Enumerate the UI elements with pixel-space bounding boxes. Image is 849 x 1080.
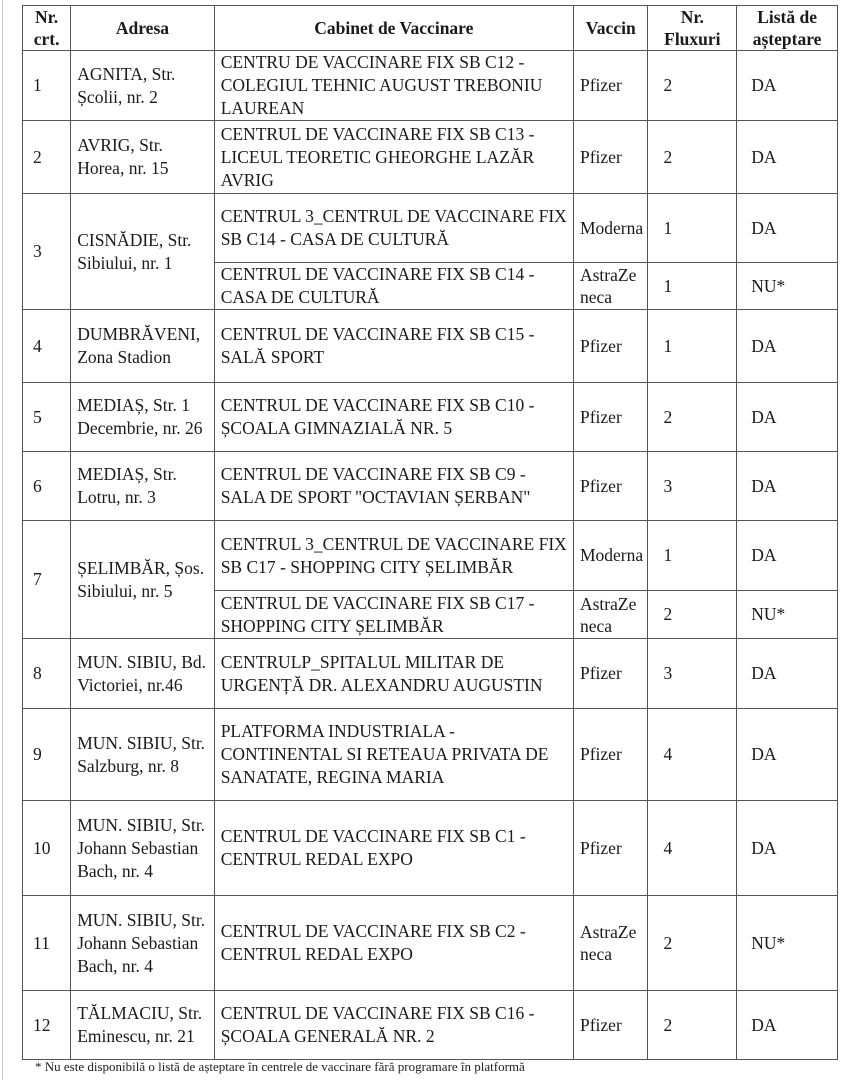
cell-vaccin: Pfizer: [573, 121, 647, 194]
cell-cabinet: CENTRUL DE VACCINARE FIX SB C14 - CASA DE CULTURĂ: [214, 263, 573, 310]
table-row: [23, 452, 838, 521]
cell-fluxuri: 1: [648, 310, 737, 383]
header-adresa: Adresa: [71, 6, 215, 51]
cell-fluxuri: 3: [648, 639, 737, 709]
cell-adresa: MUN. SIBIU, Str. Johann Sebastian Bach, nr. 4: [71, 896, 215, 991]
cell-adresa: CISNĂDIE, Str. Sibiului, nr. 1: [71, 194, 215, 310]
cell-cabinet: CENTRUL DE VACCINARE FIX SB C15 - SALĂ SPORT: [214, 310, 573, 383]
cell-fluxuri: 2: [648, 591, 737, 639]
table-body: [23, 51, 838, 1060]
cell-lista: DA: [737, 452, 838, 521]
cell-nr: 9: [23, 709, 71, 801]
cell-vaccin: Pfizer: [573, 51, 647, 121]
table-row: [23, 801, 838, 896]
cell-vaccin: Pfizer: [573, 452, 647, 521]
cell-adresa: MUN. SIBIU, Bd. Victoriei, nr.46: [71, 639, 215, 709]
cell-nr: 2: [23, 121, 71, 194]
table-row: [23, 310, 838, 383]
cell-cabinet: CENTRUL DE VACCINARE FIX SB C13 - LICEUL TEORETIC GHEORGHE LAZĂR AVRIG: [214, 121, 573, 194]
cell-vaccin: AstraZeneca: [573, 263, 647, 310]
cell-vaccin: Pfizer: [573, 310, 647, 383]
cell-adresa: DUMBRĂVENI, Zona Stadion: [71, 310, 215, 383]
cell-lista: DA: [737, 801, 838, 896]
cell-vaccin: Pfizer: [573, 709, 647, 801]
cell-cabinet: CENTRUL DE VACCINARE FIX SB C2 - CENTRUL REDAL EXPO: [214, 896, 573, 991]
cell-nr: 12: [23, 991, 71, 1060]
cell-adresa: AVRIG, Str. Horea, nr. 15: [71, 121, 215, 194]
cell-fluxuri: 1: [648, 263, 737, 310]
cell-vaccin: Pfizer: [573, 991, 647, 1060]
header-nr: Nr. crt.: [23, 6, 71, 51]
header-vaccin: Vaccin: [573, 6, 647, 51]
cell-vaccin: Pfizer: [573, 639, 647, 709]
cell-fluxuri: 3: [648, 452, 737, 521]
cell-fluxuri: 2: [648, 121, 737, 194]
cell-cabinet: PLATFORMA INDUSTRIALA - CONTINENTAL SI RETEAUA PRIVATA DE SANATATE, REGINA MARIA: [214, 709, 573, 801]
cell-vaccin: AstraZeneca: [573, 591, 647, 639]
cell-nr: 5: [23, 383, 71, 452]
cell-adresa: TĂLMACIU, Str. Eminescu, nr. 21: [71, 991, 215, 1060]
cell-cabinet: CENTRUL 3_CENTRUL DE VACCINARE FIX SB C17 - SHOPPING CITY ȘELIMBĂR: [214, 521, 573, 591]
cell-nr: 7: [23, 521, 71, 639]
footnote: * Nu este disponibilă o listă de așteptare în centrele de vaccinare fără programare în platformă: [35, 1059, 525, 1074]
table-row: [23, 709, 838, 801]
table-row: [23, 383, 838, 452]
cell-adresa: MUN. SIBIU, Str. Johann Sebastian Bach, nr. 4: [71, 801, 215, 896]
table-row: [23, 991, 838, 1060]
cell-lista: NU*: [737, 896, 838, 991]
cell-nr: 11: [23, 896, 71, 991]
cell-vaccin: Pfizer: [573, 383, 647, 452]
cell-cabinet: CENTRUL DE VACCINARE FIX SB C10 - ȘCOALA GIMNAZIALĂ NR. 5: [214, 383, 573, 452]
cell-vaccin: AstraZeneca: [573, 896, 647, 991]
cell-adresa: MEDIAȘ, Str. 1 Decembrie, nr. 26: [71, 383, 215, 452]
cell-cabinet: CENTRU DE VACCINARE FIX SB C12 - COLEGIUL TEHNIC AUGUST TREBONIU LAUREAN: [214, 51, 573, 121]
cell-fluxuri: 2: [648, 991, 737, 1060]
cell-lista: DA: [737, 310, 838, 383]
cell-fluxuri: 2: [648, 51, 737, 121]
cell-cabinet: CENTRUL DE VACCINARE FIX SB C9 - SALA DE SPORT "OCTAVIAN ȘERBAN": [214, 452, 573, 521]
cell-lista: DA: [737, 383, 838, 452]
table-row: [23, 121, 838, 194]
cell-lista: DA: [737, 709, 838, 801]
cell-nr: 4: [23, 310, 71, 383]
cell-cabinet: CENTRUL DE VACCINARE FIX SB C17 - SHOPPING CITY ȘELIMBĂR: [214, 591, 573, 639]
cell-cabinet: CENTRUL DE VACCINARE FIX SB C16 - ȘCOALA GENERALĂ NR. 2: [214, 991, 573, 1060]
cell-vaccin: Moderna: [573, 194, 647, 263]
cell-nr: 1: [23, 51, 71, 121]
table-row: [23, 639, 838, 709]
cell-vaccin: Moderna: [573, 521, 647, 591]
cell-fluxuri: 1: [648, 194, 737, 263]
cell-nr: 3: [23, 194, 71, 310]
page-edge-line: [2, 0, 3, 1080]
vaccination-centers-table: [22, 5, 838, 1060]
cell-cabinet: CENTRUL 3_CENTRUL DE VACCINARE FIX SB C14 - CASA DE CULTURĂ: [214, 194, 573, 263]
cell-nr: 10: [23, 801, 71, 896]
cell-lista: DA: [737, 991, 838, 1060]
cell-lista: DA: [737, 194, 838, 263]
table-row: [23, 194, 838, 263]
table-row: [23, 521, 838, 591]
cell-cabinet: CENTRULP_SPITALUL MILITAR DE URGENȚĂ DR. ALEXANDRU AUGUSTIN: [214, 639, 573, 709]
cell-adresa: AGNITA, Str. Școlii, nr. 2: [71, 51, 215, 121]
cell-lista: DA: [737, 51, 838, 121]
table-row: [23, 896, 838, 991]
cell-lista: DA: [737, 521, 838, 591]
header-fluxuri: Nr. Fluxuri: [648, 6, 737, 51]
cell-fluxuri: 4: [648, 709, 737, 801]
cell-lista: DA: [737, 121, 838, 194]
cell-vaccin: Pfizer: [573, 801, 647, 896]
cell-nr: 8: [23, 639, 71, 709]
header-cabinet: Cabinet de Vaccinare: [214, 6, 573, 51]
cell-fluxuri: 1: [648, 521, 737, 591]
cell-fluxuri: 2: [648, 896, 737, 991]
cell-adresa: MUN. SIBIU, Str. Salzburg, nr. 8: [71, 709, 215, 801]
cell-fluxuri: 4: [648, 801, 737, 896]
cell-cabinet: CENTRUL DE VACCINARE FIX SB C1 - CENTRUL REDAL EXPO: [214, 801, 573, 896]
cell-lista: NU*: [737, 591, 838, 639]
cell-lista: DA: [737, 639, 838, 709]
cell-lista: NU*: [737, 263, 838, 310]
cell-nr: 6: [23, 452, 71, 521]
cell-adresa: MEDIAȘ, Str. Lotru, nr. 3: [71, 452, 215, 521]
table-row: [23, 51, 838, 121]
header-row: [23, 6, 838, 51]
cell-fluxuri: 2: [648, 383, 737, 452]
cell-adresa: ȘELIMBĂR, Șos. Sibiului, nr. 5: [71, 521, 215, 639]
header-lista: Listă de așteptare: [737, 6, 838, 51]
